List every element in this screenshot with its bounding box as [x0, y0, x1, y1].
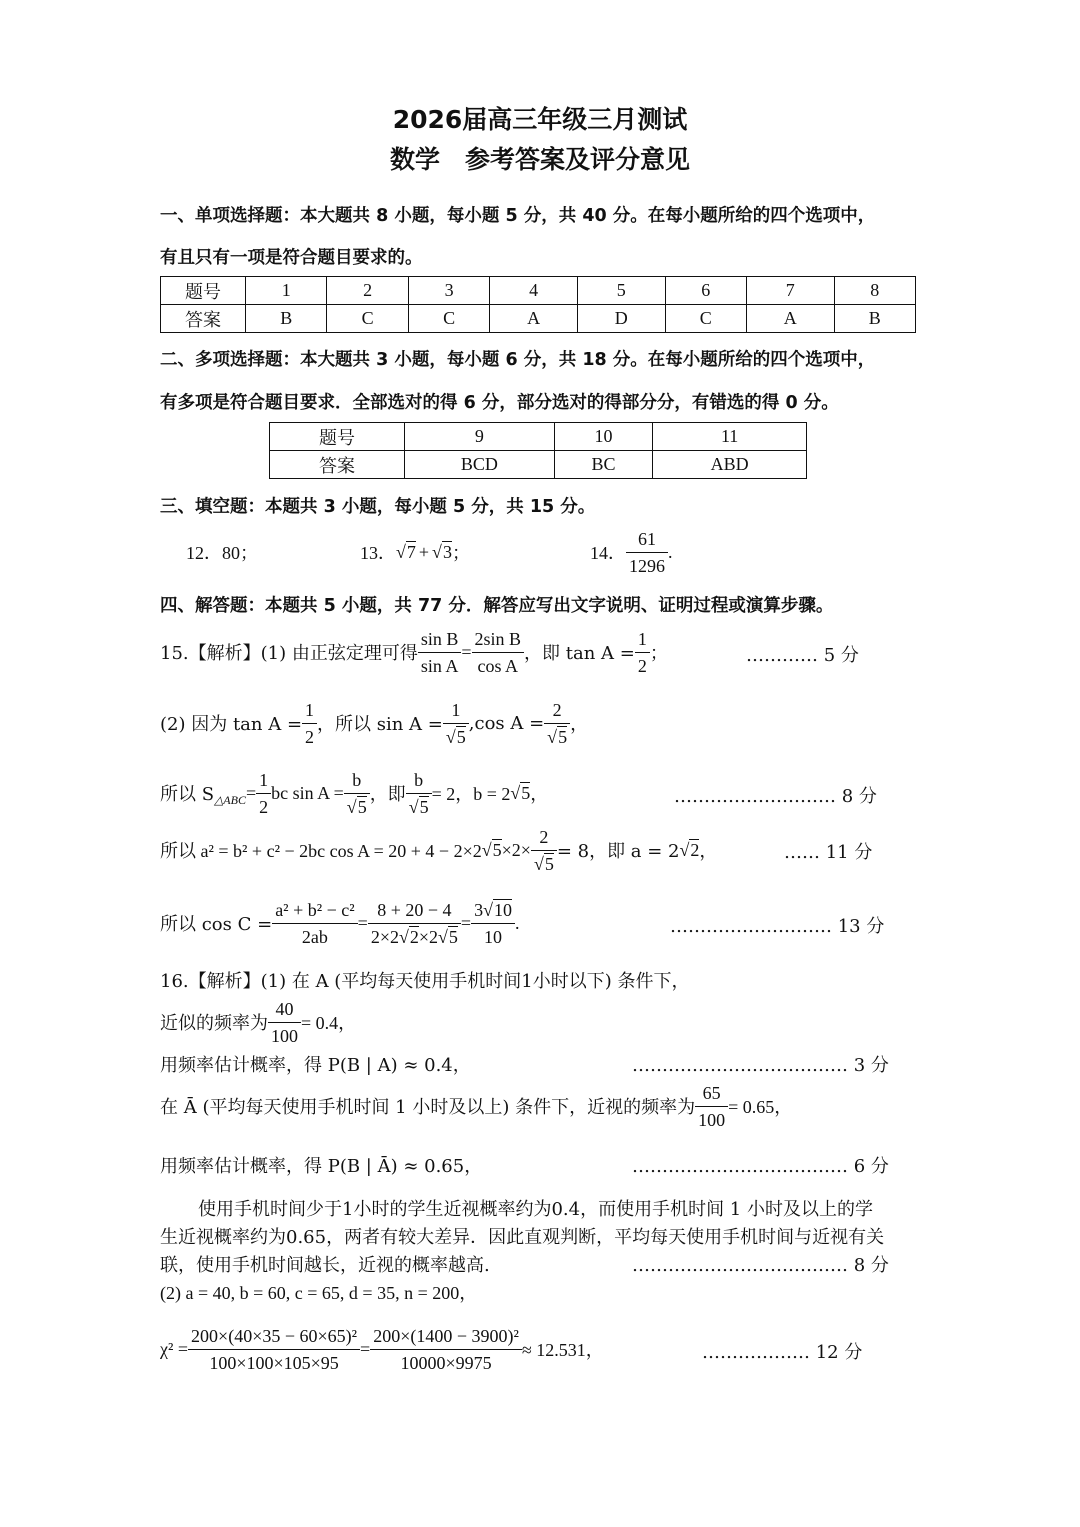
q15-line3-mid: bc sin A =: [271, 782, 344, 803]
numerator: 2: [544, 698, 570, 724]
denominator: 2: [637, 655, 647, 676]
table-cell: BC: [554, 451, 653, 479]
q16-line2-prefix: 近似的频率为: [160, 1013, 268, 1034]
table-label-answer: 答案: [161, 305, 246, 333]
table-cell: 6: [665, 277, 746, 305]
q14-end: .: [668, 541, 673, 562]
q16-score-3: ……………………………… 3 分: [632, 1055, 889, 1076]
numerator: 1: [443, 698, 469, 724]
q16-line4: [160, 1080, 792, 1132]
numerator: 65: [695, 1081, 728, 1107]
fraction: [188, 1324, 360, 1375]
q15-line4: 所以 a² = b² + c² − 2bc cos A = 20 + 4 − 2×2 √ 5 ×2× $\frac{2}{√5}$ = 8，即 a = 2 √ 2 ，: [160, 826, 718, 874]
table-cell: C: [665, 305, 746, 333]
equals: =: [460, 912, 472, 933]
denominator: √5: [533, 853, 554, 874]
table-cell: C: [327, 305, 408, 333]
q14-fraction: [626, 527, 668, 578]
fraction: [344, 768, 370, 819]
q12-answer: 80；: [222, 543, 258, 563]
table-cell: 10: [554, 423, 653, 451]
table-label-number: 题号: [161, 277, 246, 305]
table-cell: 5: [577, 277, 665, 305]
denominator: 100: [698, 1109, 726, 1130]
q15-line4-end: ，: [699, 841, 718, 862]
table-cell: B: [834, 305, 915, 333]
q15-line2: [160, 694, 588, 752]
q15-line4-mid2: = 8，即 a = 2: [556, 841, 680, 862]
q16-line4-prefix: 在 Ā (平均每天使用手机时间 1 小时及以上) 条件下，近视的频率为: [160, 1097, 696, 1118]
table-cell: 7: [746, 277, 834, 305]
numerator: 3√10: [471, 898, 515, 924]
section2-heading-line2: 有多项是符合题目要求．全部选对的得 6 分，部分选对的得部分分，有错选的得 0 分。: [160, 393, 839, 413]
denominator: 10000×9975: [400, 1352, 492, 1373]
numerator: b: [406, 768, 432, 794]
q15-line5-end: .: [514, 912, 520, 933]
q13-plus: +: [418, 541, 430, 562]
section2-heading-line1: 二、多项选择题：本大题共 3 小题，每小题 6 分，共 18 分。在每小题所给的四个选项中，: [160, 350, 876, 370]
numerator: 1: [635, 627, 650, 653]
denominator: 2: [305, 726, 315, 747]
table-cell: 1: [246, 277, 327, 305]
q16-score-6: ……………………………… 6 分: [632, 1156, 889, 1177]
den-part: ×2: [418, 926, 439, 947]
table-cell: 3: [408, 277, 489, 305]
table-row: [161, 305, 916, 333]
fraction: [302, 698, 317, 749]
fraction: [531, 825, 557, 876]
q15-line2-mid2: ,cos A =: [468, 712, 545, 734]
table-cell: 2: [327, 277, 408, 305]
fraction: [695, 1081, 728, 1132]
q15-line5: [160, 894, 519, 952]
q15-score-11: …… 11 分: [784, 842, 873, 863]
q16-line2: [160, 996, 356, 1048]
numerator: 2sin B: [472, 627, 525, 653]
table-row: [161, 277, 916, 305]
numerator: 1: [256, 768, 271, 794]
denominator: √5: [408, 796, 429, 817]
q15-score-8: ……………………… 8 分: [674, 786, 877, 807]
table-cell: 11: [653, 423, 807, 451]
radicand: 5: [492, 840, 502, 860]
table-row: [270, 423, 807, 451]
denominator: √5: [346, 796, 367, 817]
q15-line1-end: ；: [649, 643, 668, 664]
table-cell: 4: [490, 277, 578, 305]
radicand: 5: [357, 796, 367, 817]
numerator: 1: [302, 698, 317, 724]
table-row: [270, 451, 807, 479]
radicand: 5: [456, 726, 466, 747]
section1-heading-line2: 有且只有一项是符合题目要求的。: [160, 248, 423, 268]
numerator: 8 + 20 − 4: [368, 898, 461, 924]
single-choice-answer-table: [160, 276, 916, 333]
table-cell: A: [490, 305, 578, 333]
radicand: 10: [493, 899, 512, 920]
q15-line1-mid: ，即 tan A =: [524, 643, 635, 664]
page-subtitle: 数学 参考答案及评分意见: [389, 145, 690, 174]
equals: =: [357, 912, 368, 933]
numerator: a² + b² − c²: [272, 898, 357, 924]
section1-heading-line1: 一、单项选择题：本大题共 8 小题，每小题 5 分，共 40 分。在每小题所给的四个选项中，: [160, 206, 876, 226]
sqrt-icon: √: [432, 541, 442, 562]
numerator: sin B: [418, 627, 462, 653]
table-cell: 8: [834, 277, 915, 305]
answer-12: [186, 530, 258, 574]
radicand: 5: [521, 783, 531, 803]
q16-score-12: ……………… 12 分: [702, 1342, 863, 1363]
q16-line4-end: = 0.65，: [728, 1097, 793, 1117]
num-part: 3: [474, 899, 484, 920]
radicand: 5: [558, 726, 568, 747]
table-label-answer: 答案: [270, 451, 405, 479]
denominator: √5: [445, 726, 466, 747]
q16-line2-end: = 0.4，: [301, 1013, 357, 1033]
q15-line1: [160, 624, 668, 680]
q13-label: 13．: [360, 543, 396, 563]
q14-denominator: 1296: [629, 555, 665, 576]
page-title: 2026届高三年级三月测试: [392, 105, 688, 134]
radicand: 5: [448, 926, 458, 947]
q15-line3-prefix: 所以 S: [160, 784, 215, 805]
radicand: 5: [419, 796, 429, 817]
q16-score-8: ……………………………… 8 分: [632, 1255, 889, 1276]
fraction: [418, 627, 462, 678]
fraction: [635, 627, 650, 678]
table-cell: ABD: [653, 451, 807, 479]
table-cell: BCD: [405, 451, 555, 479]
answer-14: [590, 526, 673, 578]
q15-score-5: ………… 5 分: [746, 645, 859, 666]
denominator: √5: [547, 726, 568, 747]
q15-line3: 所以 S △ABC = $\frac{1}{2}$ bc sin A = $\frac{b}{√5}$ ，即 $\frac{b}{√5}$ = 2，b = 2 √ 5 ，: [160, 769, 549, 817]
q16-line3: 用频率估计概率，得 P(B | A) ≈ 0.4，: [160, 1055, 471, 1076]
table-cell: C: [408, 305, 489, 333]
q16-para-line2: 生近视概率约为0.65，两者有较大差异．因此直观判断，平均每天使用手机时间与近视有关: [160, 1227, 885, 1248]
fraction: [256, 768, 271, 819]
fraction: [272, 898, 357, 949]
multi-choice-answer-table: [269, 422, 807, 479]
denominator: 10: [484, 926, 503, 947]
q16-para-line3: 联，使用手机时间越长，近视的概率越高.: [160, 1255, 490, 1276]
q16-line6: (2) a = 40, b = 60, c = 65, d = 35, n = 200，: [160, 1283, 478, 1303]
denominator: 100×100×105×95: [209, 1352, 339, 1373]
numerator: 200×(40×35 − 60×65)²: [188, 1324, 360, 1350]
q15-line5-prefix: 所以 cos C =: [160, 914, 273, 935]
q15-line2-prefix: (2) 因为 tan A =: [160, 714, 303, 735]
subscript: △ABC: [214, 793, 246, 807]
radicand: 2: [690, 840, 700, 860]
q15-line4-mid: ×2×: [501, 839, 531, 860]
q15-line3-end: ，: [530, 784, 549, 805]
q15-line3-mid2: ，即: [369, 784, 406, 805]
denominator: 100: [271, 1025, 298, 1046]
q15-line2-end: ，: [570, 714, 589, 735]
table-cell: D: [577, 305, 665, 333]
q15-line3-mid3: = 2，b = 2: [431, 784, 511, 804]
q13-radicand-a: 7: [406, 542, 416, 562]
q15-line2-mid: ，所以 sin A =: [317, 714, 443, 735]
radicand: 2: [409, 926, 419, 947]
q16-line7: [160, 1320, 604, 1378]
fraction: [370, 1324, 522, 1375]
q13-end: ；: [451, 543, 470, 563]
section4-heading: 四、解答题：本题共 5 小题，共 77 分．解答应写出文字说明、证明过程或演算步骤。: [160, 596, 834, 616]
section3-heading: 三、填空题：本题共 3 小题，每小题 5 分，共 15 分。: [160, 497, 596, 517]
q13-radicand-b: 3: [442, 542, 452, 562]
q16-line5: 用频率估计概率，得 P(B | Ā) ≈ 0.65，: [160, 1156, 483, 1177]
fraction: [471, 898, 515, 949]
denominator: sin A: [420, 655, 459, 676]
denominator: 2×2√2×2√5: [370, 926, 458, 947]
numerator: b: [344, 768, 370, 794]
q16-line7-prefix: χ² =: [160, 1338, 189, 1359]
q12-label: 12．: [186, 543, 222, 563]
q14-label: 14．: [590, 543, 626, 563]
equals: =: [461, 641, 472, 662]
equals: =: [360, 1338, 371, 1359]
fraction: [368, 898, 461, 949]
q14-numerator: 61: [626, 527, 668, 553]
denominator: 2: [259, 796, 269, 817]
q16-line7-end: ≈ 12.531，: [521, 1340, 604, 1360]
den-part: 2×2: [370, 926, 399, 947]
numerator: 200×(1400 − 3900)²: [370, 1324, 522, 1350]
numerator: 2: [531, 825, 557, 851]
q15-score-13: ……………………… 13 分: [670, 916, 885, 937]
sqrt-icon: √: [396, 541, 406, 562]
fraction: [406, 768, 432, 819]
table-cell: 9: [405, 423, 555, 451]
fraction: [443, 698, 469, 749]
radicand: 5: [544, 853, 554, 874]
equals: =: [245, 782, 257, 803]
table-cell: B: [246, 305, 327, 333]
table-cell: A: [746, 305, 834, 333]
denominator: 2ab: [301, 926, 328, 947]
q16-para-line1: 使用手机时间少于1小时的学生近视概率约为0.4，而使用手机时间 1 小时及以上的学: [198, 1199, 873, 1220]
fraction: [268, 997, 301, 1048]
q16-line1: 16.【解析】(1) 在 A (平均每天使用手机时间1小时以下) 条件下，: [160, 971, 690, 992]
numerator: 40: [268, 997, 301, 1023]
q15-line1-prefix: 15.【解析】(1) 由正弦定理可得: [160, 643, 418, 664]
q15-line4-text: 所以 a² = b² + c² − 2bc cos A = 20 + 4 − 2×2: [160, 841, 482, 861]
fraction: [544, 698, 570, 749]
denominator: cos A: [477, 655, 519, 676]
answer-13: [360, 530, 470, 574]
table-label-number: 题号: [270, 423, 405, 451]
fraction: [472, 627, 525, 678]
